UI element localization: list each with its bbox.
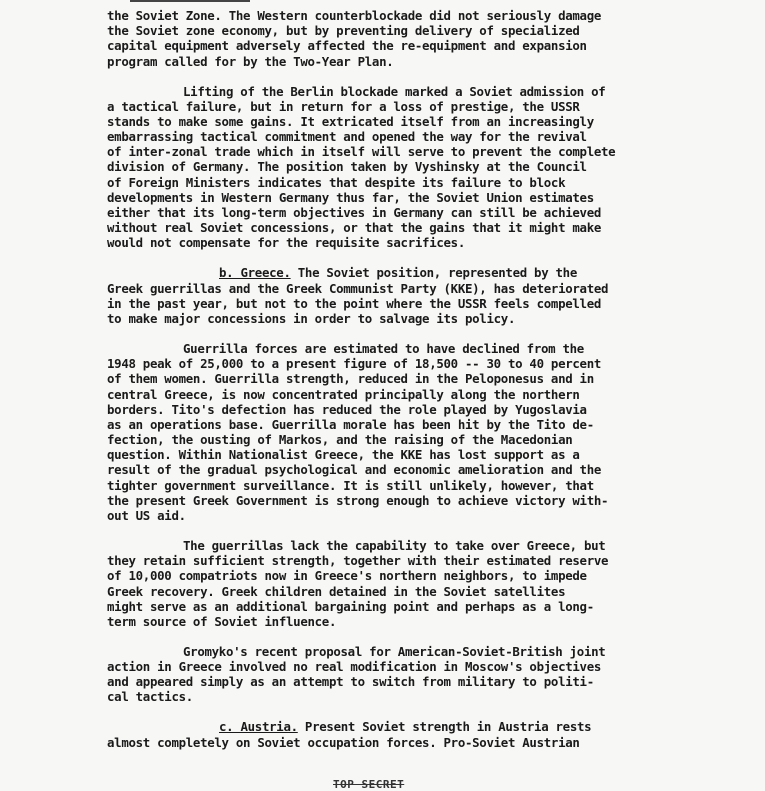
text-line: The guerrillas lack the capability to take over Greece, but <box>183 538 606 553</box>
text-line: term source of Soviet influence. <box>107 613 337 629</box>
text-line: without real Soviet concessions, or that the gains that it might make <box>107 220 602 236</box>
section-heading-greece: b. Greece. <box>219 265 291 281</box>
text-line: central Greece, is now concentrated principally along the northern <box>107 386 580 402</box>
text-line: Greek recovery. Greek children detained in the Soviet satellites <box>107 583 566 599</box>
text-line: would not compensate for the requisite sacrifices. <box>107 235 465 251</box>
classification-stamp: TOP SECRET <box>333 778 405 791</box>
text-line: Greek guerrillas and the Greek Communist Party (KKE), has deteriorated <box>107 280 609 296</box>
text-line: borders. Tito's defection has reduced the role played by Yugoslavia <box>107 401 587 417</box>
text-line: Gromyko's recent proposal for American-Soviet-British joint <box>183 643 606 659</box>
text-line: the Soviet Zone. The Western counterblockade did not seriously damage <box>107 8 602 23</box>
text-line: Lifting of the Berlin blockade marked a Soviet admission of <box>183 83 606 99</box>
text-line: tighter government surveillance. It is still unlikely, however, that <box>107 477 594 493</box>
text-line: and appeared simply as an attempt to switch from military to politi- <box>107 674 594 690</box>
text-fragment: Present Soviet strength in Austria rests <box>297 719 592 735</box>
text-line: the Soviet zone economy, but by preventing delivery of specialized <box>107 23 580 39</box>
paragraph-5 <box>107 538 647 629</box>
document-body <box>107 8 647 750</box>
text-line: embarrassing tactical commitment and opened the way for the revival <box>107 129 587 145</box>
text-line: the present Greek Government is strong enough to achieve victory with- <box>107 492 609 508</box>
text-line: developments in Western Germany thus far, the Soviet Union estimates <box>107 189 594 205</box>
text-line: capital equipment adversely affected the re-equipment and expansion <box>107 38 587 54</box>
text-line: as an operations base. Guerrilla morale has been hit by the Tito de- <box>107 416 594 432</box>
text-line: either that its long-term objectives in Germany can still be achieved <box>107 205 602 221</box>
text-line: cal tactics. <box>107 689 193 705</box>
text-line <box>107 719 647 734</box>
text-line: program called for by the Two-Year Plan. <box>107 53 394 69</box>
text-line: of Foreign Ministers indicates that despite its failure to block <box>107 174 566 190</box>
text-line: might serve as an additional bargaining point and perhaps as a long- <box>107 598 594 614</box>
text-line: of them women. Guerrilla strength, reduced in the Peloponesus and in <box>107 371 594 387</box>
paragraph-4 <box>107 341 647 523</box>
text-line <box>107 265 647 280</box>
text-line: action in Greece involved no real modification in Moscow's objectives <box>107 659 602 675</box>
text-line: of 10,000 compatriots now in Greece's northern neighbors, to impede <box>107 568 587 584</box>
text-line: a tactical failure, but in return for a loss of prestige, the USSR <box>107 98 580 114</box>
paragraph-1 <box>107 8 647 69</box>
text-line: of inter-zonal trade which in itself will serve to prevent the complete <box>107 144 616 160</box>
text-line: stands to make some gains. It extricated itself from an increasingly <box>107 113 594 129</box>
text-line: to make major concessions in order to salvage its policy. <box>107 310 516 326</box>
text-line: division of Germany. The position taken by Vyshinsky at the Council <box>107 159 587 175</box>
text-line: almost completely on Soviet occupation forces. Pro-Soviet Austrian <box>107 734 580 750</box>
text-line: Guerrilla forces are estimated to have declined from the <box>183 340 584 356</box>
paragraph-austria-heading <box>107 719 647 749</box>
text-line: in the past year, but not to the point where the USSR feels compelled <box>107 295 602 311</box>
section-heading-austria: c. Austria. <box>219 719 298 735</box>
text-fragment: The Soviet position, represented by the <box>290 265 578 281</box>
text-line: out US aid. <box>107 508 186 524</box>
text-line: 1948 peak of 25,000 to a present figure of 18,500 -- 30 to 40 percent <box>107 356 602 372</box>
text-line: they retain sufficient strength, together with their estimated reserve <box>107 553 609 569</box>
paragraph-6 <box>107 644 647 705</box>
paragraph-greece-heading <box>107 265 647 326</box>
text-line: question. Within Nationalist Greece, the KKE has lost support as a <box>107 447 580 463</box>
paragraph-2 <box>107 84 647 251</box>
text-line: fection, the ousting of Markos, and the raising of the Macedonian <box>107 432 573 448</box>
text-line: result of the gradual psychological and economic amelioration and the <box>107 462 602 478</box>
top-rule <box>130 0 250 2</box>
